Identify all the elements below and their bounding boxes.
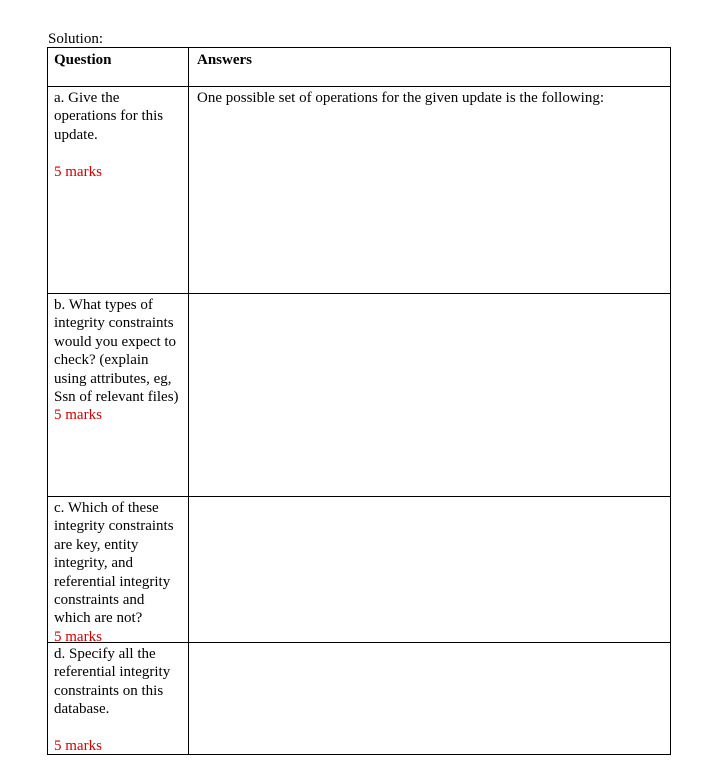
table-row-b [48, 294, 670, 497]
question-d-cell [48, 643, 189, 754]
answer-c-cell[interactable] [189, 497, 670, 642]
table-row-a [48, 87, 670, 294]
question-a-marks: 5 marks [54, 163, 102, 180]
solution-label: Solution: [48, 31, 104, 47]
question-a-text: a. Give the operations for this update. [54, 90, 164, 143]
answer-b-cell[interactable] [189, 294, 670, 496]
question-b-cell [48, 294, 189, 496]
answer-d-cell[interactable] [189, 643, 670, 754]
table-row-d [48, 643, 670, 754]
table-row-c [48, 497, 670, 643]
question-c-cell [48, 497, 189, 645]
question-b-text: b. What types of integrity constraints would you expect to check? (explain using attributes, eg, Ssn of relevant files) [54, 297, 179, 406]
answer-a-cell[interactable]: One possible set of operations for the given update is the following: [197, 90, 604, 106]
question-c-text: c. Which of these integrity constraints are key, entity integrity, and referential integrity constraints and which are not? [54, 500, 174, 627]
question-c-marks: 5 marks [54, 628, 102, 645]
question-d-text: d. Specify all the referential integrity constraints on this database. [54, 646, 171, 718]
question-b-marks: 5 marks [54, 407, 102, 424]
table-header-row [48, 48, 670, 87]
solution-table [47, 47, 671, 755]
answers-column-header: Answers [197, 52, 252, 68]
question-a-cell [48, 87, 189, 293]
question-column-header: Question [48, 48, 189, 86]
question-d-marks: 5 marks [54, 738, 102, 755]
